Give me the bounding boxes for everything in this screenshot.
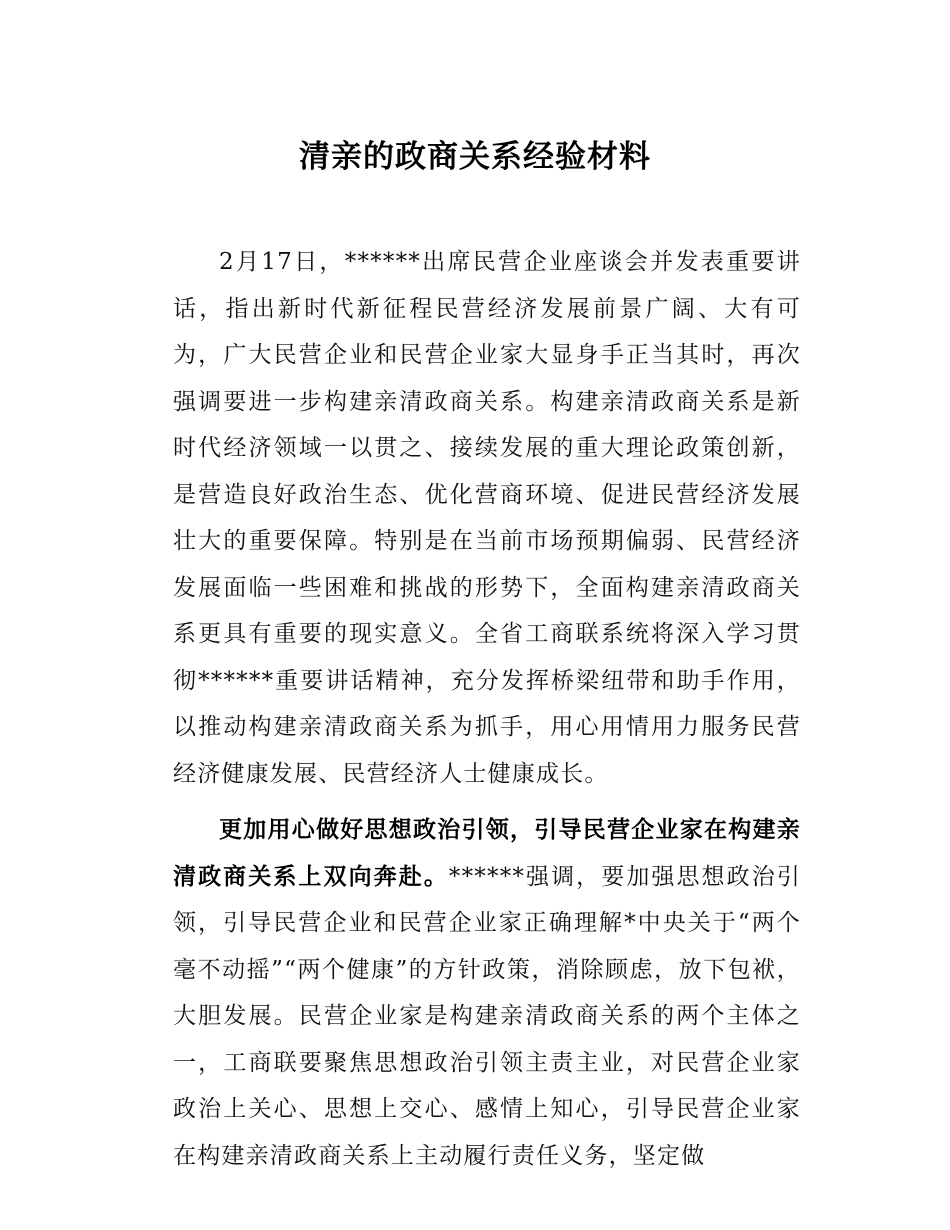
document-body: [173, 239, 801, 1179]
paragraph-2-lead: 更加用心做好思想政治引领，引导民营企业家在构建亲清政商关系上双向奔赴。: [173, 817, 801, 890]
paragraph-1-text: 2月17日，******出席民营企业座谈会并发表重要讲话，指出新时代新征程民营经济发展前景广阔、大有可为，广大民营企业和民营企业家大显身手正当其时，再次强调要进一步构建亲清政商关系。构建亲清政商关系是新时代经济领域一以贯之、接续发展的重大理论政策创新，是营造良好政治生态、优化营商环境、促进民营经济发展壮大的重要保障。特别是在当前市场预期偏弱、民营经济发展面临一些困难和挑战的形势下，全面构建亲清政商关系更具有重要的现实意义。全省工商联系统将深入学习贯彻******重要讲话精神，充分发挥桥梁纽带和助手作用，以推动构建亲清政商关系为抓手，用心用情用力服务民营经济健康发展、民营经济人士健康成长。: [173, 249, 801, 787]
paragraph-2-text: ******强调，要加强思想政治引领，引导民营企业和民营企业家正确理解*中央关于“两个毫不动摇”“两个健康”的方针政策，消除顾虑，放下包袱，大胆发展。民营企业家是构建亲清政商关系的两个主体之一，工商联要聚焦思想政治引领主责主业，对民营企业家政治上关心、思想上交心、感情上知心，引导民营企业家在构建亲清政商关系上主动履行责任义务，坚定做: [173, 863, 802, 1169]
paragraph-1: [173, 239, 801, 797]
document-title: 清亲的政商关系经验材料: [299, 138, 651, 175]
paragraph-2: [173, 807, 801, 1179]
